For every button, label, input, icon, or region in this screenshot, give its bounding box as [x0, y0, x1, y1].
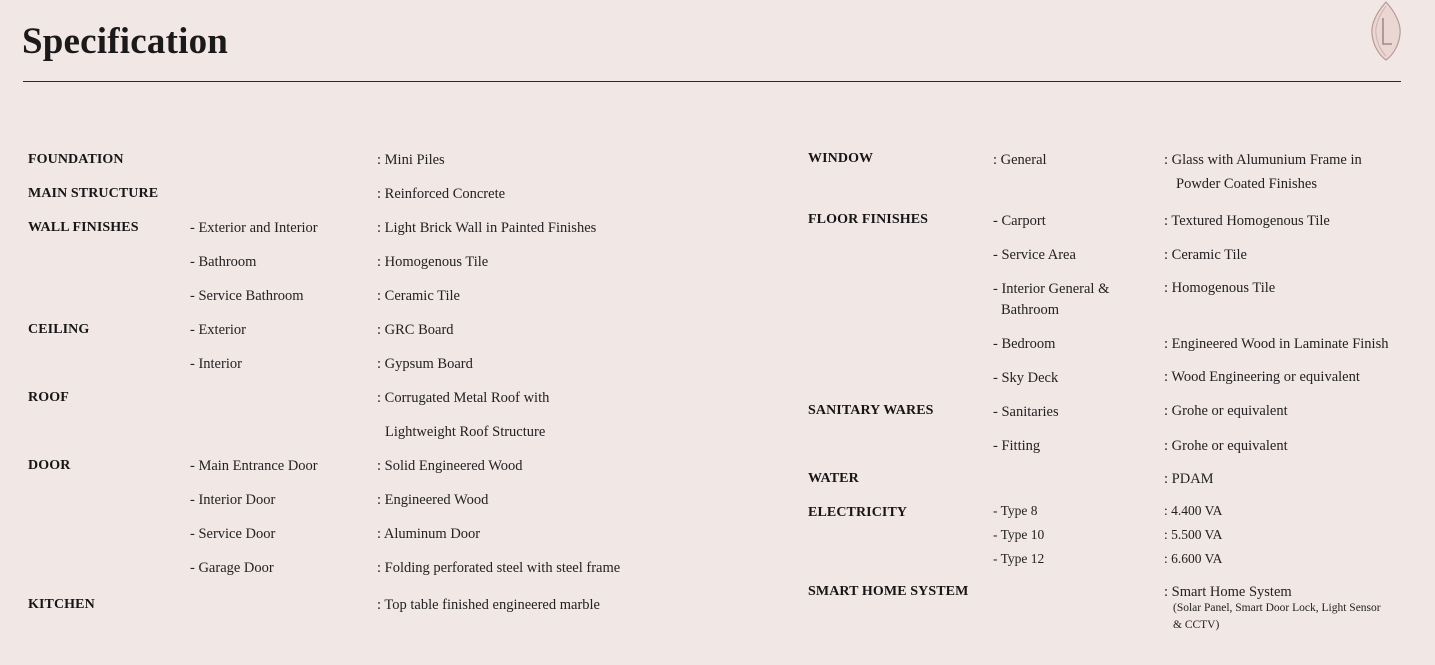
floor-finishes-value: : Ceramic Tile: [1164, 247, 1247, 263]
window-value: : Glass with Alumunium Frame in: [1164, 152, 1362, 168]
ceiling-value: : GRC Board: [377, 322, 454, 338]
roof-value-continued: Lightweight Roof Structure: [385, 424, 546, 440]
wall-finishes-value: : Homogenous Tile: [377, 254, 489, 270]
door-value: : Solid Engineered Wood: [377, 458, 523, 474]
door-sub: - Interior Door: [190, 492, 276, 508]
electricity-value: : 4.400 VA: [1164, 503, 1223, 518]
electricity-sub: - Type 8: [993, 503, 1038, 518]
ceiling-sub: - Interior: [190, 356, 242, 372]
door-value: : Aluminum Door: [377, 526, 481, 542]
wall-finishes-sub: - Service Bathroom: [190, 288, 304, 304]
floor-finishes-value: : Engineered Wood in Laminate Finish: [1164, 336, 1389, 352]
electricity-label: ELECTRICITY: [808, 505, 908, 520]
electricity-sub: - Type 10: [993, 527, 1045, 542]
wall-finishes-sub: - Bathroom: [190, 254, 257, 270]
wall-finishes-value: : Ceramic Tile: [377, 288, 460, 304]
foundation-label: FOUNDATION: [28, 152, 124, 167]
window-label: WINDOW: [808, 151, 874, 166]
smart-home-detail-continued: & CCTV): [1173, 619, 1220, 631]
door-value: : Engineered Wood: [377, 492, 489, 508]
door-sub: - Garage Door: [190, 560, 274, 576]
roof-label: ROOF: [28, 390, 69, 405]
water-label: WATER: [808, 471, 859, 486]
ceiling-label: CEILING: [28, 322, 90, 337]
floor-finishes-value: : Textured Homogenous Tile: [1164, 213, 1330, 229]
wall-finishes-value: : Light Brick Wall in Painted Finishes: [377, 220, 597, 236]
title-divider: [23, 81, 1401, 82]
smart-home-detail: (Solar Panel, Smart Door Lock, Light Sensor: [1173, 602, 1381, 614]
smart-home-value: : Smart Home System: [1164, 584, 1292, 600]
electricity-sub: - Type 12: [993, 551, 1045, 566]
smart-home-label: SMART HOME SYSTEM: [808, 584, 969, 599]
water-value: : PDAM: [1164, 471, 1214, 487]
ceiling-value: : Gypsum Board: [377, 356, 473, 372]
door-sub: - Main Entrance Door: [190, 458, 318, 474]
kitchen-value: : Top table finished engineered marble: [377, 597, 600, 613]
sanitary-wares-sub: - Sanitaries: [993, 404, 1059, 420]
electricity-value: : 5.500 VA: [1164, 527, 1223, 542]
door-sub: - Service Door: [190, 526, 276, 542]
floor-finishes-label: FLOOR FINISHES: [808, 212, 929, 227]
window-value-continued: Powder Coated Finishes: [1176, 176, 1317, 192]
window-sub: : General: [993, 152, 1047, 168]
main-structure-label: MAIN STRUCTURE: [28, 186, 159, 201]
foundation-value: : Mini Piles: [377, 152, 445, 168]
floor-finishes-sub: - Service Area: [993, 247, 1076, 263]
sanitary-wares-label: SANITARY WARES: [808, 403, 934, 418]
floor-finishes-sub: - Bedroom: [993, 336, 1056, 352]
main-structure-value: : Reinforced Concrete: [377, 186, 506, 202]
floor-finishes-sub: - Sky Deck: [993, 370, 1059, 386]
kitchen-label: KITCHEN: [28, 597, 95, 612]
sanitary-wares-value: : Grohe or equivalent: [1164, 403, 1288, 419]
floor-finishes-sub-continued: Bathroom: [1001, 302, 1059, 318]
wall-finishes-sub: - Exterior and Interior: [190, 220, 318, 236]
roof-value: : Corrugated Metal Roof with: [377, 390, 550, 406]
ceiling-sub: - Exterior: [190, 322, 246, 338]
sanitary-wares-value: : Grohe or equivalent: [1164, 438, 1288, 454]
sanitary-wares-sub: - Fitting: [993, 438, 1041, 454]
leaf-monogram-logo-icon: [1369, 0, 1403, 62]
door-value: : Folding perforated steel with steel frame: [377, 560, 621, 576]
floor-finishes-value: : Wood Engineering or equivalent: [1164, 369, 1360, 385]
door-label: DOOR: [28, 458, 71, 473]
electricity-value: : 6.600 VA: [1164, 551, 1223, 566]
wall-finishes-label: WALL FINISHES: [28, 220, 139, 235]
floor-finishes-sub: - Carport: [993, 213, 1046, 229]
floor-finishes-sub: - Interior General &: [993, 281, 1110, 297]
page-title: Specification: [22, 21, 229, 62]
floor-finishes-value: : Homogenous Tile: [1164, 280, 1276, 296]
